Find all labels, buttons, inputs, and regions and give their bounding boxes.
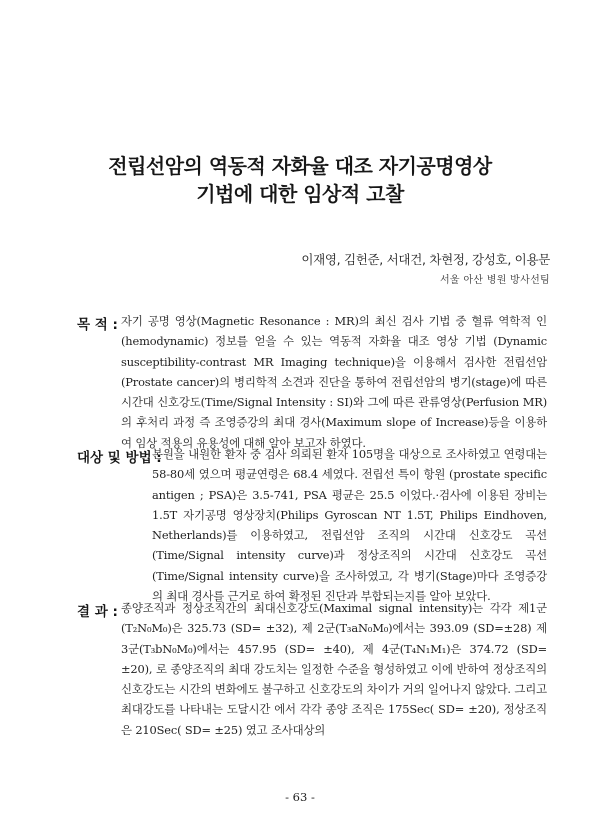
results-text: 종양조직과 정상조직간의 최대신호강도(Maximal signal intensity)는 각각 제1군(T₂N₀M₀)은 325.73 (SD= ±32), 제 2군(T₃aN₀M₀)에서는 393.09 (SD=±28) 제 3군(T₃bN₀M₀)에서는 457.95 (SD= ±40), 제 4군(T₄N₁M₁)은 374.72 (SD= ±20), 로 종양조직의 최대 강도치는 일정한 수준을 형성하였고 이에 반하여 정상조직의 신호강도는 시간의 변화에도 불구하고 신호강도의 차이가 거의 일어나지 않았다. 그리고 최대강도를 나타내는 도달시간 에서 각각 종양 조직은 175Sec( SD= ±20), 정상조직은 210Sec( SD= ±25) 였고 조사대상의	[121, 601, 547, 737]
objective-label: 목 적 :	[77, 317, 118, 333]
title-line-2: 기법에 대한 임상적 고찰	[196, 182, 404, 206]
results-label: 결 과 :	[77, 604, 118, 620]
author-list: 이재영, 김헌준, 서대건, 차현정, 강성호, 이용문	[301, 252, 550, 267]
methods-label: 대상 및 방법 :	[77, 450, 162, 466]
title-line-1: 전립선암의 역동적 자화율 대조 자기공명영상	[108, 154, 492, 178]
objective-text: 자기 공명 영상(Magnetic Resonance : MR)의 최신 검사 기법 중 혈류 역학적 인(hemodynamic) 정보를 얻을 수 있는 역동적 자화율 대조 영상 기법 (Dynamic susceptibility-contrast MR Imaging technique)을 이용해서 검사한 전립선암(Prostate cancer)의 병리학적 소견과 진단을 통하여 전립선암의 병기(stage)에 따른 시간대 신호강도(Time/Signal Intensity : SI)와 그에 따른 관류영상(Perfusion MR)의 후처리 과정 즉 조영증강의 최대 경사(Maximum slope of Increase)등을 이용하여 임상 적용의 유용성에 대해 알아 보고자 하였다.	[121, 314, 547, 450]
methods-text: 본원을 내원한 환자 중 검사 의뢰된 환자 105명을 대상으로 조사하였고 연령대는 58-80세 였으며 평균연령은 68.4 세였다. 전립선 특이 항원 (prostate specific antigen ; PSA)은 3.5-741, PSA 평균은 25.5 이었다.·검사에 이용된 장비는 1.5T 자기공명 영상장치(Philips Gyroscan NT 1.5T, Philips Eindhoven, Netherlands)를 이용하였고, 전립선암 조직의 시간대 신호강도 곡선(Time/Signal intensity curve)과 정상조직의 시간대 신호강도 곡선(Time/Signal intensity curve)을 조사하였고, 각 병기(Stage)마다 조영증강의 최대 경사를 근거로 하여 확정된 진단과 부합되는지를 알아 보았다.	[152, 447, 547, 604]
page-number: - 63 -	[285, 790, 315, 804]
affiliation: 서울 아산 병원 방사선팀	[439, 275, 550, 286]
